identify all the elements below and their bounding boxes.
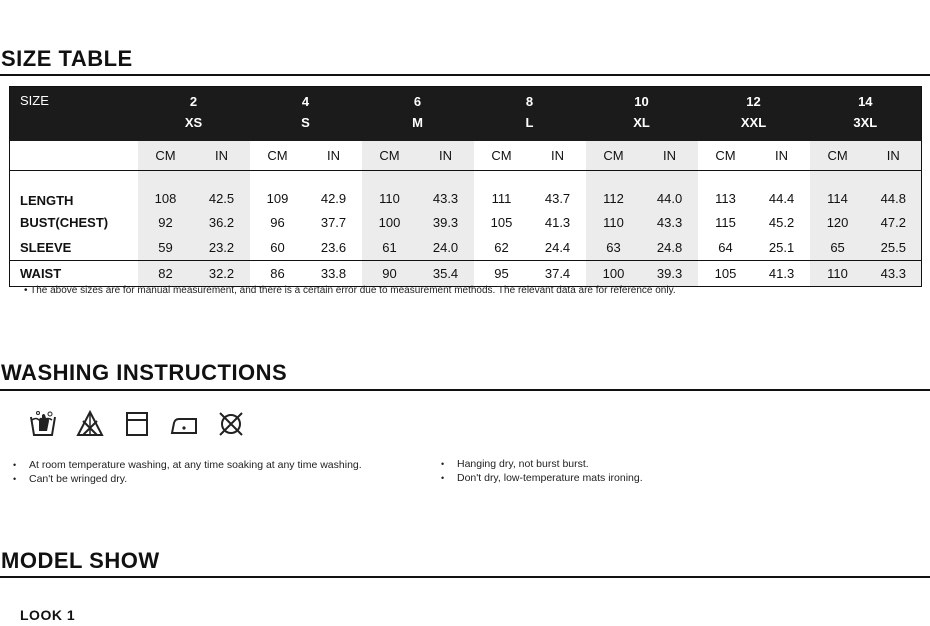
hang-dry-icon (122, 409, 152, 439)
washing-title: WASHING INSTRUCTIONS (1, 360, 288, 385)
table-cell: 120 (810, 210, 866, 235)
size-number: 14 (858, 94, 873, 109)
size-header-xxl (698, 87, 810, 142)
table-cell: 115 (715, 215, 736, 230)
unit-cm: CM (250, 141, 306, 171)
table-row (10, 261, 922, 287)
washing-list-left (13, 458, 362, 486)
table-cell: 65 (810, 235, 866, 261)
table-cell: 59 (138, 235, 194, 261)
table-row (10, 235, 922, 261)
unit-in: IN (306, 141, 362, 171)
table-cell: 113 (715, 191, 736, 206)
size-table-divider (0, 74, 930, 76)
size-letter: XXL (740, 115, 767, 130)
size-header-3xl (810, 87, 922, 142)
table-cell: 41.3 (768, 266, 795, 281)
list-item: • Can't be wringed dry. (13, 472, 362, 486)
table-cell: 90 (362, 261, 418, 287)
table-cell: 60 (250, 235, 306, 261)
size-header-s (250, 87, 362, 142)
table-cell: 44.8 (866, 171, 922, 211)
table-cell: 43.3 (866, 261, 922, 287)
do-not-bleach-icon (75, 409, 105, 439)
table-cell: 42.5 (194, 171, 250, 211)
table-cell: 23.2 (194, 235, 250, 261)
washing-list-right (441, 457, 643, 485)
unit-in: IN (754, 141, 810, 171)
table-cell: 112 (586, 171, 642, 211)
table-cell: 100 (586, 261, 642, 287)
table-cell: 110 (586, 210, 642, 235)
iron-low-icon (169, 409, 199, 439)
table-cell: 105 (714, 266, 737, 281)
table-cell: 64 (698, 235, 754, 261)
table-cell: 105 (490, 215, 513, 230)
size-number: 12 (746, 94, 761, 109)
hand-wash-icon (28, 409, 58, 439)
table-cell: 96 (270, 215, 285, 230)
size-letter: XS (184, 115, 203, 130)
size-header-xs (138, 87, 250, 142)
table-cell: 44.0 (642, 171, 698, 211)
table-cell: 25.1 (754, 235, 810, 261)
size-number: 6 (413, 94, 422, 109)
size-number: 10 (634, 94, 649, 109)
unit-cm: CM (362, 141, 418, 171)
table-cell: 33.8 (320, 266, 347, 281)
table-cell: 43.3 (418, 171, 474, 211)
table-cell: 42.9 (320, 191, 347, 206)
table-cell: 35.4 (418, 261, 474, 287)
size-number: 2 (189, 94, 198, 109)
table-cell: 108 (138, 171, 194, 211)
size-letter: XL (633, 115, 650, 130)
table-cell: 39.3 (642, 261, 698, 287)
table-cell: 95 (494, 266, 509, 281)
list-item: • Hanging dry, not burst burst. (441, 457, 643, 471)
size-header-m (362, 87, 474, 142)
model-show-title: MODEL SHOW (1, 548, 160, 573)
size-letter: 3XL (853, 115, 878, 130)
look-label: LOOK 1 (20, 607, 76, 623)
table-cell: 23.6 (306, 235, 362, 261)
table-cell: 61 (362, 235, 418, 261)
model-show-divider (0, 576, 930, 578)
table-cell: 114 (810, 171, 866, 211)
table-cell: 32.2 (194, 261, 250, 287)
unit-cm: CM (810, 141, 866, 171)
unit-cm: CM (586, 141, 642, 171)
table-cell: 45.2 (768, 215, 795, 230)
table-cell: 43.3 (642, 210, 698, 235)
row-label: SLEEVE (10, 235, 138, 261)
table-cell: 43.7 (544, 191, 571, 206)
do-not-tumble-dry-icon (216, 409, 246, 439)
size-table-title: SIZE TABLE (1, 46, 133, 71)
table-cell: 24.8 (642, 235, 698, 261)
size-letter: L (525, 115, 534, 130)
unit-in: IN (418, 141, 474, 171)
table-cell: 41.3 (544, 215, 571, 230)
unit-label-empty (10, 141, 138, 171)
unit-cm: CM (698, 141, 754, 171)
unit-in: IN (194, 141, 250, 171)
size-letter: S (301, 115, 310, 130)
washing-divider (0, 389, 930, 391)
table-cell: 110 (362, 171, 418, 211)
table-row (10, 210, 922, 235)
row-label: WAIST (20, 266, 62, 281)
table-row (10, 171, 922, 211)
list-item: • Don't dry, low-temperature mats ironing. (441, 471, 643, 485)
size-number: 8 (525, 94, 534, 109)
table-cell: 47.2 (866, 210, 922, 235)
table-cell: 62 (474, 235, 530, 261)
row-label: BUST(CHEST) (20, 215, 109, 230)
unit-in: IN (642, 141, 698, 171)
table-cell: 111 (491, 191, 512, 206)
unit-in: IN (530, 141, 586, 171)
table-cell: 44.4 (768, 191, 795, 206)
table-cell: 63 (586, 235, 642, 261)
size-note: • The above sizes are for manual measurement, and there is a certain error due to measurement methods. The relevant data are for reference only. (24, 285, 676, 296)
table-cell: 110 (810, 261, 866, 287)
table-cell: 37.4 (544, 266, 571, 281)
unit-cm: CM (138, 141, 194, 171)
table-cell: 24.4 (530, 235, 586, 261)
table-cell: 39.3 (418, 210, 474, 235)
table-cell: 36.2 (194, 210, 250, 235)
washing-icons (28, 409, 246, 439)
table-cell: 109 (266, 191, 289, 206)
size-number: 4 (301, 94, 310, 109)
size-letter: M (412, 115, 423, 130)
row-label: LENGTH (20, 193, 74, 208)
unit-in: IN (866, 141, 922, 171)
table-cell: 92 (138, 210, 194, 235)
table-cell: 37.7 (320, 215, 347, 230)
size-header-l (474, 87, 586, 142)
size-header-xl (586, 87, 698, 142)
table-cell: 86 (270, 266, 285, 281)
size-table (9, 86, 922, 287)
size-label-header: SIZE (10, 87, 138, 142)
table-cell: 24.0 (418, 235, 474, 261)
unit-cm: CM (474, 141, 530, 171)
list-item: • At room temperature washing, at any time soaking at any time washing. (13, 458, 362, 472)
table-cell: 100 (362, 210, 418, 235)
table-cell: 82 (138, 261, 194, 287)
table-cell: 25.5 (866, 235, 922, 261)
